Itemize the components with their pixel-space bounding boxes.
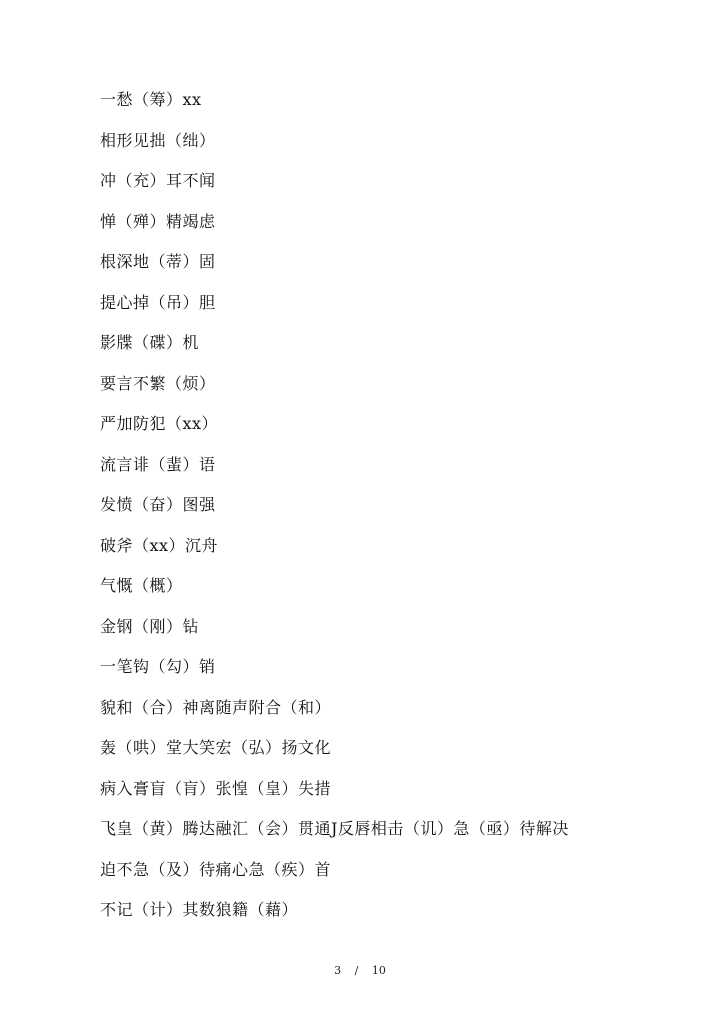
text-line: 惮（殚）精竭虑 — [100, 211, 216, 231]
text-line: 迫不急（及）待痛心急（疾）首 — [100, 859, 332, 879]
text-line: 提心掉（吊）胆 — [100, 292, 216, 312]
text-line: 破斧（xx）沉舟 — [100, 535, 219, 555]
text-line: 根深地（蒂）固 — [100, 252, 216, 271]
text-line: 影牒（碟）机 — [100, 333, 200, 352]
text-line: 一愁（筹）xx — [100, 90, 202, 109]
text-line: 冲（充）耳不闻 — [100, 171, 216, 190]
text-line: 要言不繁（烦） — [100, 373, 216, 393]
text-line: 一笔钩（勾）销 — [100, 657, 216, 676]
text-line: 不记（计）其数狼籍（藉） — [100, 900, 299, 919]
text-line: 流言诽（蜚）语 — [100, 454, 216, 474]
current-page-number: 3 — [334, 964, 342, 977]
page-number-footer — [0, 964, 720, 977]
text-line: 严加防犯（xx） — [100, 414, 219, 433]
text-line: 金钢（刚）钻 — [100, 616, 200, 636]
page-separator: / — [354, 964, 359, 977]
text-line: 相形见拙（绌） — [100, 130, 216, 150]
text-body — [100, 86, 700, 937]
text-line: 发愤（奋）图强 — [100, 495, 216, 514]
text-line: 气慨（概） — [100, 576, 183, 595]
text-line: 貌和（合）神离随声附合（和） — [100, 697, 332, 717]
total-pages-number: 10 — [371, 964, 386, 977]
text-line: 轰（哄）堂大笑宏（弘）扬文化 — [100, 738, 332, 757]
text-line: 病入膏盲（肓）张惶（皇）失措 — [100, 778, 332, 798]
text-line: 飞皇（黄）腾达融汇（会）贯通J反唇相击（讥）急（亟）待解决 — [100, 819, 569, 838]
